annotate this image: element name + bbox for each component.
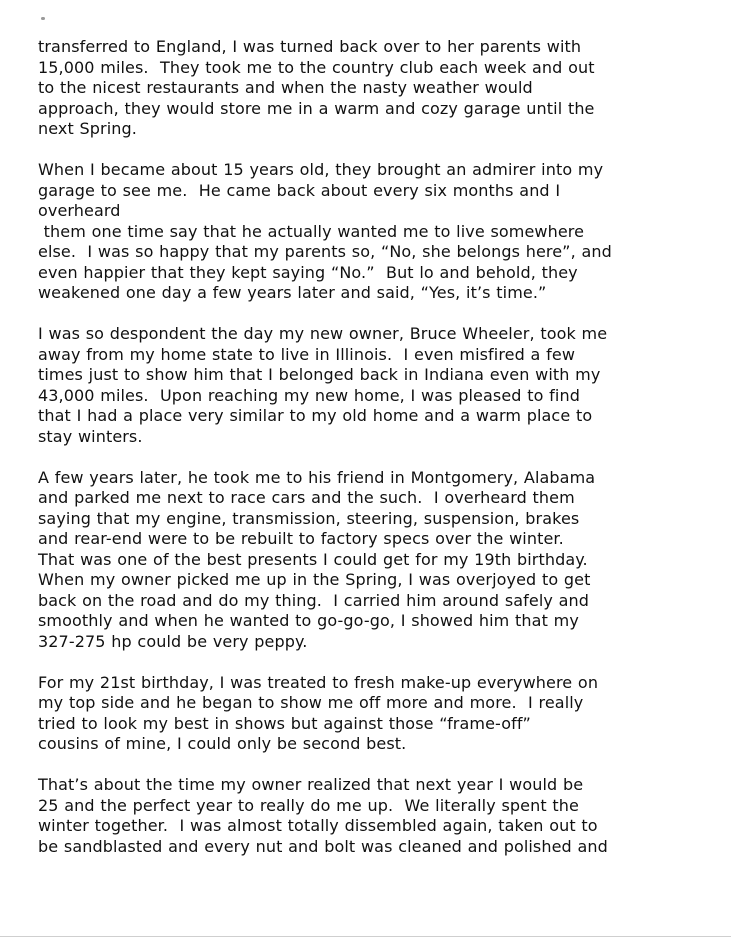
paragraph-1 (38, 37, 708, 140)
text-line: stay winters. (38, 426, 143, 446)
text-line: smoothly and when he wanted to go-go-go, I showed him that my (38, 611, 579, 630)
text-line: even happier that they kept saying “No.” But lo and behold, they (38, 262, 578, 282)
text-line: garage to see me. He came back about every six months and I (38, 180, 561, 200)
text-line: to the nicest restaurants and when the nasty weather would (38, 78, 533, 97)
text-line: For my 21st birthday, I was treated to fresh make-up everywhere on (38, 672, 599, 692)
text-line: That was one of the best presents I could get for my 19th birthday. (38, 549, 588, 569)
text-line: When my owner picked me up in the Spring, I was overjoyed to get (38, 570, 591, 589)
text-line: 327-275 hp could be very peppy. (38, 631, 308, 651)
text-line: and parked me next to race cars and the such. I overheard them (38, 488, 575, 507)
text-line: 25 and the perfect year to really do me up. We literally spent the (38, 795, 579, 815)
text-line: saying that my engine, transmission, steering, suspension, brakes (38, 508, 580, 528)
page-bottom-edge (0, 936, 731, 937)
text-line: A few years later, he took me to his friend in Montgomery, Alabama (38, 467, 596, 487)
text-line: away from my home state to live in Illinois. I even misfired a few (38, 344, 576, 364)
paragraph-2 (38, 160, 708, 304)
text-line: weakened one day a few years later and said, “Yes, it’s time.” (38, 283, 547, 302)
text-line: winter together. I was almost totally dissembled again, taken out to (38, 816, 598, 835)
text-line: When I became about 15 years old, they brought an admirer into my (38, 160, 604, 179)
text-line: times just to show him that I belonged back in Indiana even with my (38, 365, 601, 384)
text-line: and rear-end were to be rebuilt to factory specs over the winter. (38, 529, 564, 548)
text-line: my top side and he began to show me off more and more. I really (38, 693, 584, 712)
text-line: back on the road and do my thing. I carried him around safely and (38, 590, 590, 610)
paragraph-4 (38, 468, 708, 653)
text-line: approach, they would store me in a warm and cozy garage until the (38, 98, 595, 118)
text-line: them one time say that he actually wanted me to live somewhere (38, 221, 585, 241)
text-line: that I had a place very similar to my old home and a warm place to (38, 406, 593, 425)
text-line: I was so despondent the day my new owner, Bruce Wheeler, took me (38, 324, 608, 343)
text-line: That’s about the time my owner realized that next year I would be (38, 775, 584, 794)
text-line: transferred to England, I was turned back over to her parents with (38, 37, 582, 56)
text-line: next Spring. (38, 119, 137, 138)
paragraph-6 (38, 775, 708, 857)
body-text (38, 37, 708, 878)
text-line: tried to look my best in shows but against those “frame-off” (38, 713, 531, 733)
paragraph-3 (38, 324, 708, 447)
text-line: overheard (38, 201, 121, 220)
text-line: cousins of mine, I could only be second best. (38, 734, 407, 753)
paragraph-5 (38, 673, 708, 755)
text-line: 15,000 miles. They took me to the country club each week and out (38, 57, 595, 77)
text-line: be sandblasted and every nut and bolt was cleaned and polished and (38, 836, 608, 856)
text-line: 43,000 miles. Upon reaching my new home, I was pleased to find (38, 385, 580, 405)
text-line: else. I was so happy that my parents so, “No, she belongs here”, and (38, 242, 612, 261)
scan-speck (41, 17, 45, 20)
